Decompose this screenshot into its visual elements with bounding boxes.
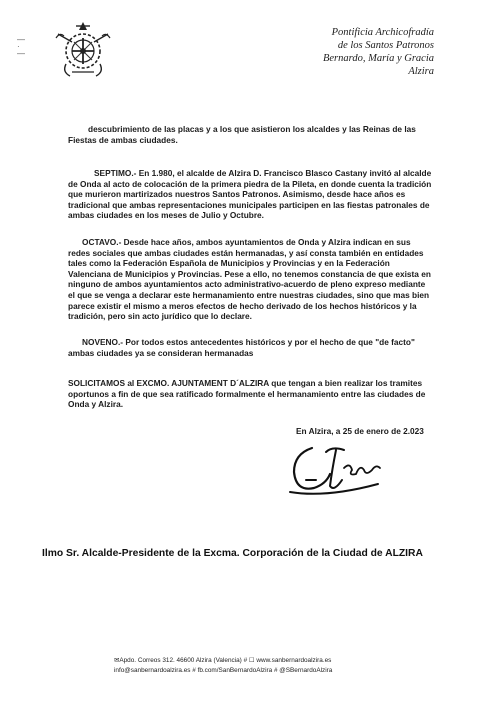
- paragraph-septimo: [68, 168, 432, 221]
- noveno-text: Por todos estos antecedentes históricos y por el hecho de que "de facto" ambas ciudades ya se consideran hermanadas: [68, 337, 415, 358]
- letterhead-line-4: Alzira: [408, 66, 434, 77]
- footer-line-1: ✉Apdo. Correos 312. 46600 Alzira (Valencia) # ☐ www.sanbernardoalzira.es: [114, 657, 332, 664]
- septimo-heading: SEPTIMO.-: [94, 168, 137, 178]
- left-margin-mark: — · —: [17, 35, 25, 58]
- addressee-line: Ilmo Sr. Alcalde-Presidente de la Excma. Corporación de la Ciudad de ALZIRA: [42, 548, 423, 559]
- paragraph-solicitamos: [68, 378, 432, 410]
- octavo-heading: OCTAVO.-: [82, 237, 122, 247]
- septimo-text: En 1.980, el alcalde de Alzira D. Francisco Blasco Castany invitó al alcalde de Onda al acto de colocación de la primera piedra de la Pileta, en donde cuenta la tradición que murieron martirizados nuestros Santos Patronos. Asimismo, desde hace años es tradicional que ambas representaciones municipales participen en las fiestas patronales de ambas ciudades en los meses de Julio y Octubre.: [68, 168, 432, 221]
- signature-date: En Alzira, a 25 de enero de 2.023: [296, 426, 424, 436]
- paragraph-continuation: [68, 124, 432, 145]
- confraternity-emblem-icon: [52, 20, 114, 80]
- noveno-heading: NOVENO.-: [82, 337, 124, 347]
- letterhead-line-3: Bernardo, María y Gracia: [322, 53, 434, 64]
- footer-line-2: info@sanbernardoalzira.es # fb.com/SanBernardoAlzira # @SBernardoAlzira: [114, 667, 333, 674]
- paragraph-continuation-text: descubrimiento de las placas y a los que asistieron los alcaldes y las Reinas de las Fiestas de ambas ciudades.: [68, 124, 416, 145]
- footer-contact: [114, 656, 394, 676]
- solicitamos-text: al EXCMO. AJUNTAMENT D´ALZIRA que tengan a bien realizar los tramites oportunos a fin de que sea ratificado formalmente el hermanamiento entre las ciudades de Onda y Alzira.: [68, 378, 426, 410]
- letterhead: [264, 26, 434, 78]
- octavo-text: Desde hace años, ambos ayuntamientos de Onda y Alzira indican en sus redes sociales que ambas ciudades están hermanadas, y así consta también en entidades tales como la Federación Española de Municipios y Provincias y en la Federación Valenciana de Municipios y Provincias. Pese a ello, no tenemos constancia de que exista en ninguno de ambos ayuntamientos acto administrativo-acuerdo de pleno expreso mediante el que se venga a declarar este hermanamiento entre nuestras ciudades, sino que mas bien parece existir el mismo a meros efectos de hecho derivado de los hechos históricos y la tradición, pero sin acto jurídico que lo declare.: [68, 237, 431, 322]
- handwritten-signature: [286, 440, 386, 500]
- paragraph-noveno: [68, 337, 432, 358]
- letterhead-line-1: Pontificia Archicofradía: [331, 27, 434, 38]
- paragraph-octavo: [68, 237, 432, 322]
- letterhead-line-2: de los Santos Patronos: [337, 40, 434, 51]
- solicitamos-heading: SOLICITAMOS: [68, 378, 126, 388]
